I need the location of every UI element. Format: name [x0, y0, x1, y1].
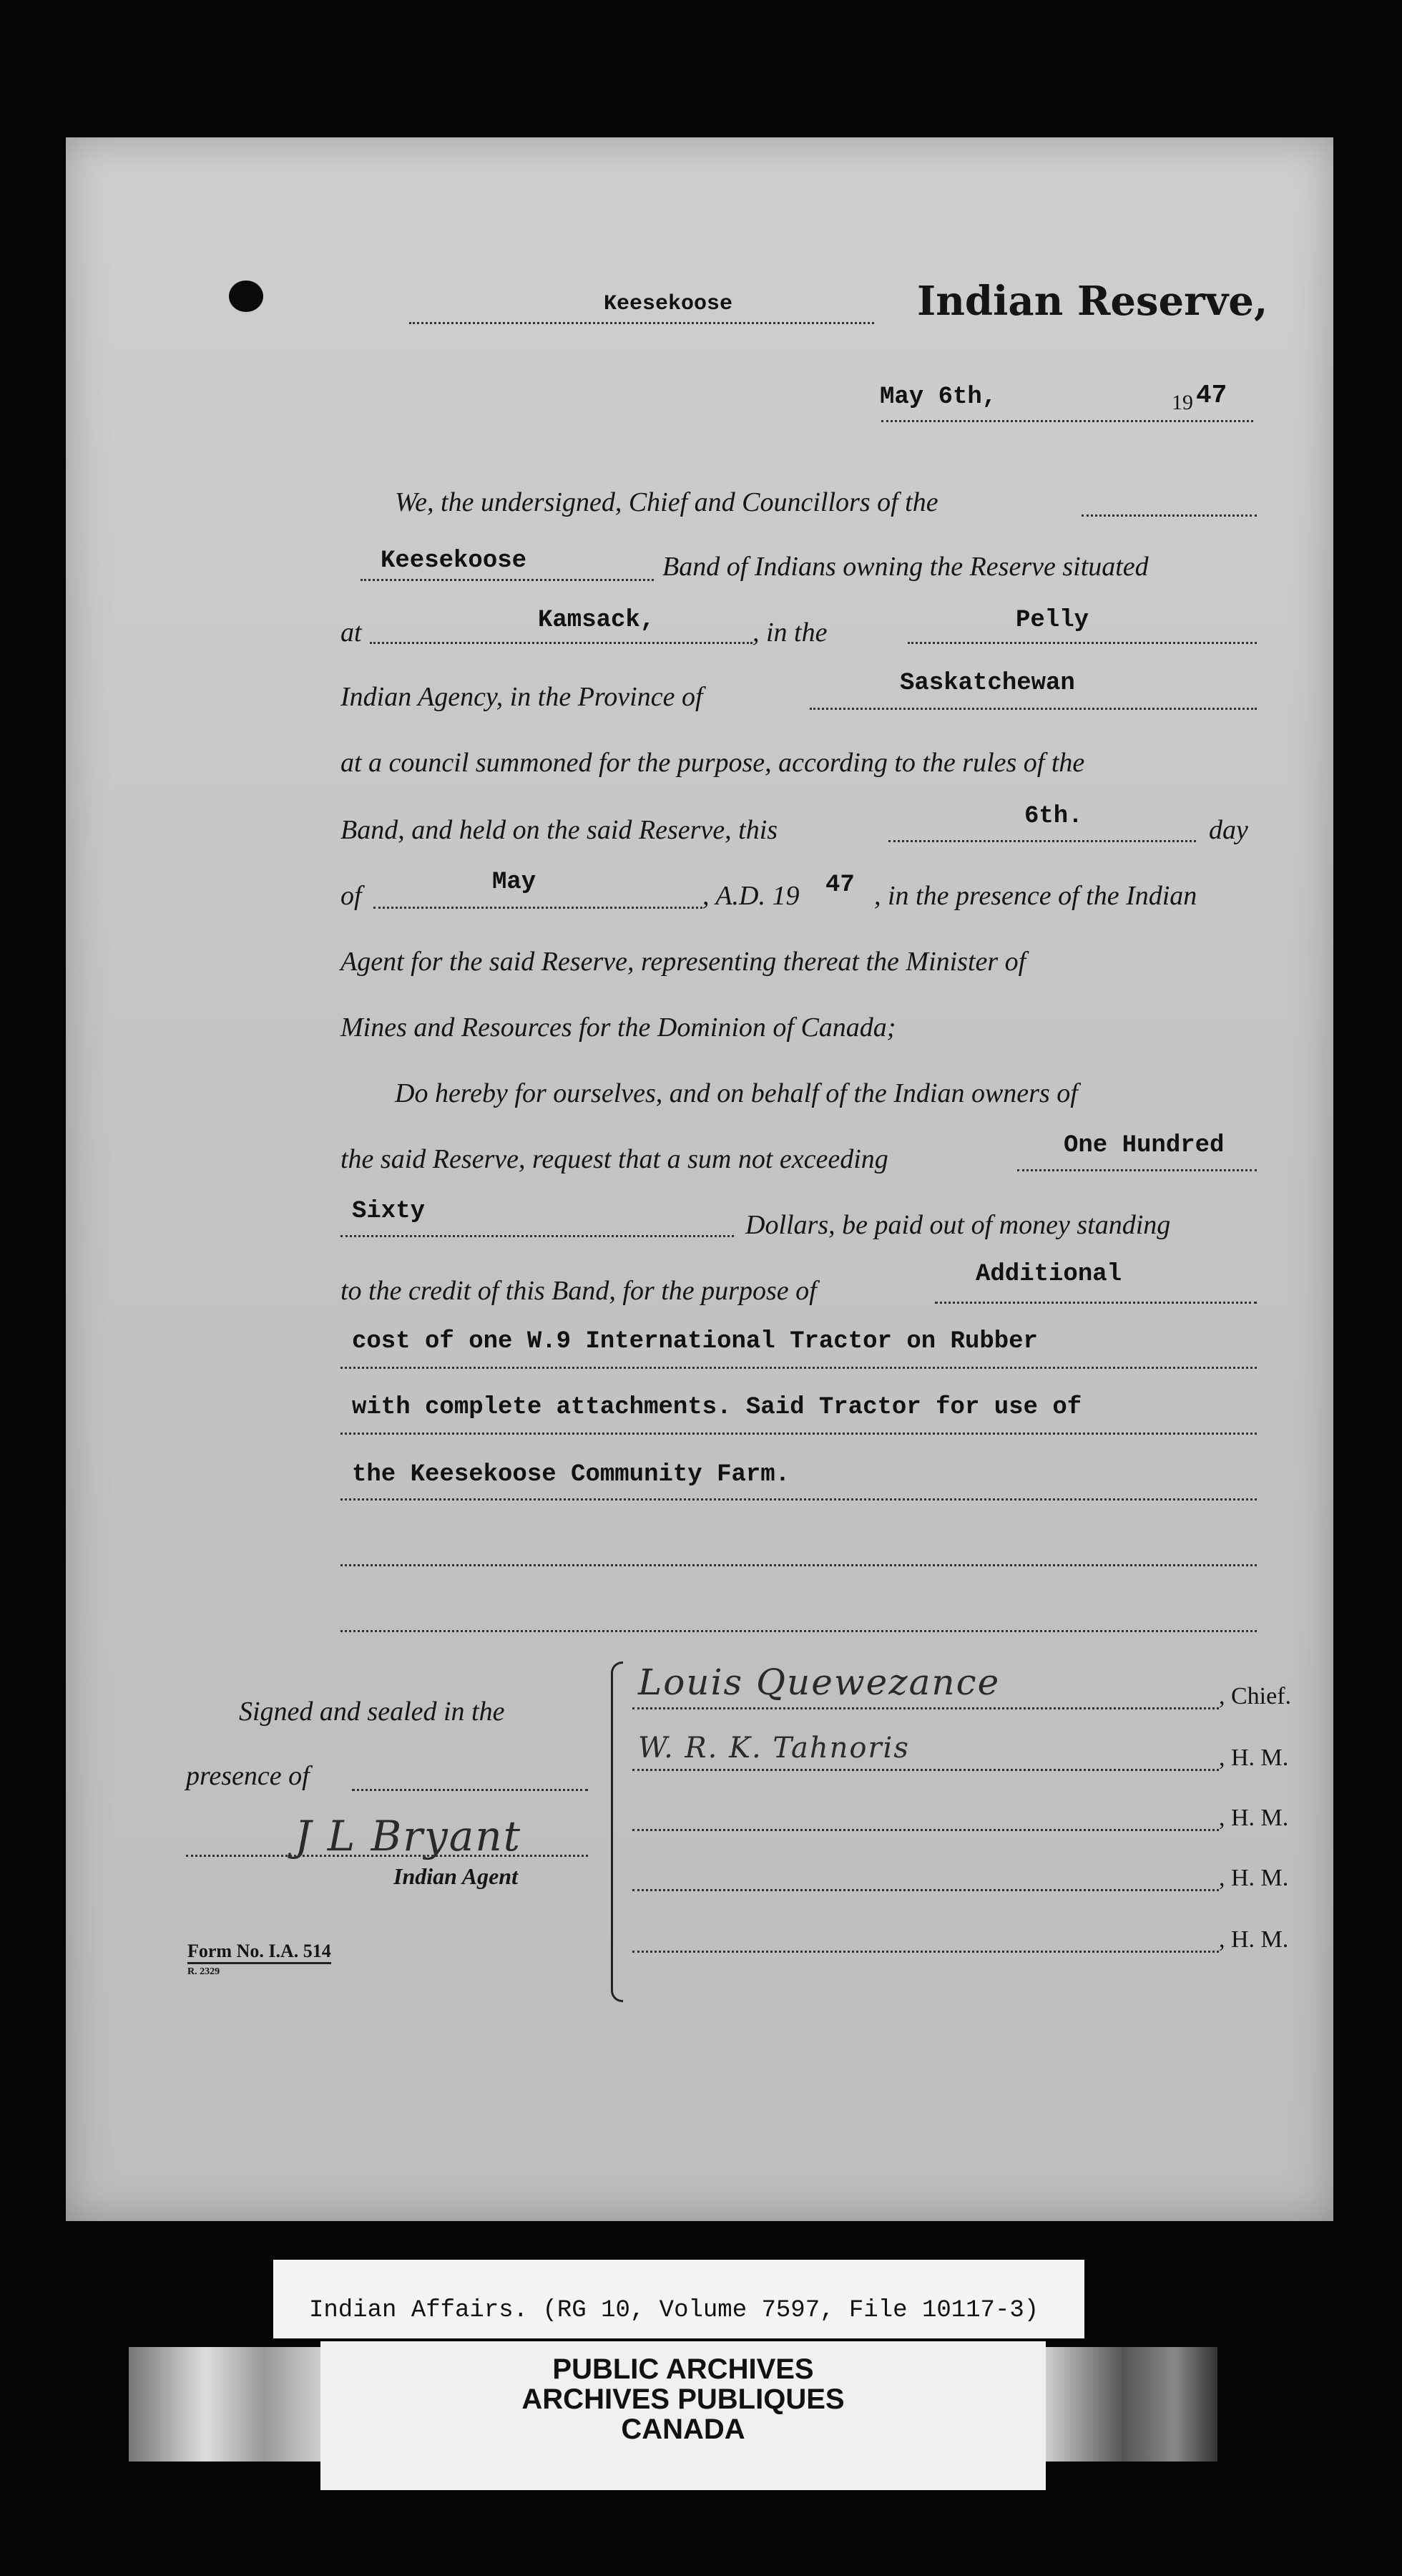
purpose-line-3: with complete attachments. Said Tractor for use of — [352, 1394, 1082, 1421]
fill-line — [340, 1564, 1257, 1566]
reserve-name: Keesekoose — [604, 292, 733, 316]
hm-title-2: , H. M. — [1219, 1805, 1289, 1831]
of-label: of — [340, 881, 362, 911]
reference-card — [273, 2260, 1084, 2338]
fill-line — [908, 642, 1257, 644]
fill-line — [632, 1951, 1219, 1953]
archives-line-2: ARCHIVES PUBLIQUES — [521, 2384, 845, 2415]
fill-line — [340, 1367, 1257, 1369]
body-line-9: Mines and Resources for the Dominion of Canada; — [340, 1013, 896, 1043]
day-value: 6th. — [1024, 803, 1083, 830]
chief-signature: Louis Quewezance — [638, 1662, 1001, 1703]
signature-bracket — [611, 1662, 623, 2002]
ad-year: 47 — [825, 872, 855, 899]
form-number: Form No. I.A. 514 — [187, 1941, 331, 1964]
body-line-8: Agent for the said Reserve, representing thereat the Minister of — [340, 947, 1026, 977]
fill-line — [632, 1889, 1219, 1891]
agency-value: Pelly — [1016, 607, 1089, 634]
film-strip-left — [129, 2347, 322, 2462]
reference-text: Indian Affairs. (RG 10, Volume 7597, File 10117-3) — [309, 2297, 1039, 2324]
body-line-10: Do hereby for ourselves, and on behalf of the Indian owners of — [395, 1078, 1078, 1108]
purpose-line-1: Additional — [976, 1261, 1122, 1288]
fill-line — [1017, 1169, 1257, 1171]
fill-line — [370, 642, 753, 644]
fill-line — [186, 1855, 588, 1857]
archives-line-1: PUBLIC ARCHIVES — [552, 2353, 814, 2385]
chief-title: , Chief. — [1219, 1683, 1292, 1709]
form-code: R. 2329 — [187, 1966, 220, 1977]
hm-title-3: , H. M. — [1219, 1865, 1289, 1891]
punch-hole — [229, 280, 263, 312]
month-value: May — [492, 869, 536, 896]
film-strip-right — [1046, 2347, 1217, 2462]
amount-line-2: Sixty — [352, 1198, 426, 1225]
body-line-2: Band of Indians owning the Reserve situated — [662, 552, 1149, 582]
hm-title-1: , H. M. — [1219, 1745, 1289, 1771]
body-line-4: Indian Agency, in the Province of — [340, 682, 703, 712]
archives-stamp — [320, 2341, 1046, 2490]
fill-line — [340, 1433, 1257, 1435]
place-value: Kamsack, — [538, 607, 655, 634]
fill-line — [1082, 514, 1257, 517]
purpose-line-4: the Keesekoose Community Farm. — [352, 1461, 790, 1488]
archives-line-3: CANADA — [621, 2414, 745, 2445]
purpose-line-2: cost of one W.9 International Tractor on Rubber — [352, 1328, 1038, 1355]
presence-label: presence of — [186, 1761, 310, 1791]
in-the-label: , in the — [753, 618, 828, 648]
year-prefix: 19 — [1172, 391, 1193, 414]
day-label: day — [1209, 815, 1248, 845]
hm-title-4: , H. M. — [1219, 1926, 1289, 1953]
body-line-13: to the credit of this Band, for the purpose of — [340, 1276, 817, 1306]
body-line-12: Dollars, be paid out of money standing — [745, 1210, 1171, 1240]
document-page — [66, 137, 1333, 2221]
headman-signature: W. R. K. Tahnoris — [638, 1732, 910, 1765]
fill-line — [340, 1235, 734, 1237]
year-suffix: 47 — [1196, 381, 1227, 410]
band-name: Keesekoose — [381, 547, 527, 575]
body-line-7: , in the presence of the Indian — [874, 881, 1197, 911]
fill-line — [361, 579, 654, 581]
fill-line — [632, 1829, 1219, 1831]
fill-line — [340, 1630, 1257, 1632]
date-value: May 6th, — [880, 384, 997, 411]
fill-line — [352, 1789, 588, 1791]
body-line-6: Band, and held on the said Reserve, this — [340, 815, 778, 845]
date-line — [881, 420, 1253, 422]
body-line-5: at a council summoned for the purpose, according to the rules of the — [340, 748, 1085, 778]
fill-line — [373, 907, 702, 909]
body-line-1: We, the undersigned, Chief and Councillors of the — [395, 487, 938, 517]
fill-line — [810, 708, 1257, 710]
province-value: Saskatchewan — [900, 670, 1075, 697]
ad-label: , A.D. 19 — [702, 881, 800, 911]
fill-line — [632, 1707, 1219, 1709]
signed-sealed-label: Signed and sealed in the — [239, 1697, 505, 1727]
reserve-label: Indian Reserve, — [917, 278, 1268, 325]
amount-line-1: One Hundred — [1064, 1132, 1225, 1159]
fill-line — [888, 840, 1196, 842]
at-label: at — [340, 618, 362, 648]
fill-line — [340, 1498, 1257, 1501]
fill-line — [935, 1302, 1257, 1304]
body-line-11: the said Reserve, request that a sum not exceeding — [340, 1144, 888, 1174]
reserve-name-line — [409, 322, 874, 324]
agent-label: Indian Agent — [393, 1863, 518, 1889]
agent-signature: J L Bryant — [295, 1812, 521, 1860]
fill-line — [632, 1769, 1219, 1771]
